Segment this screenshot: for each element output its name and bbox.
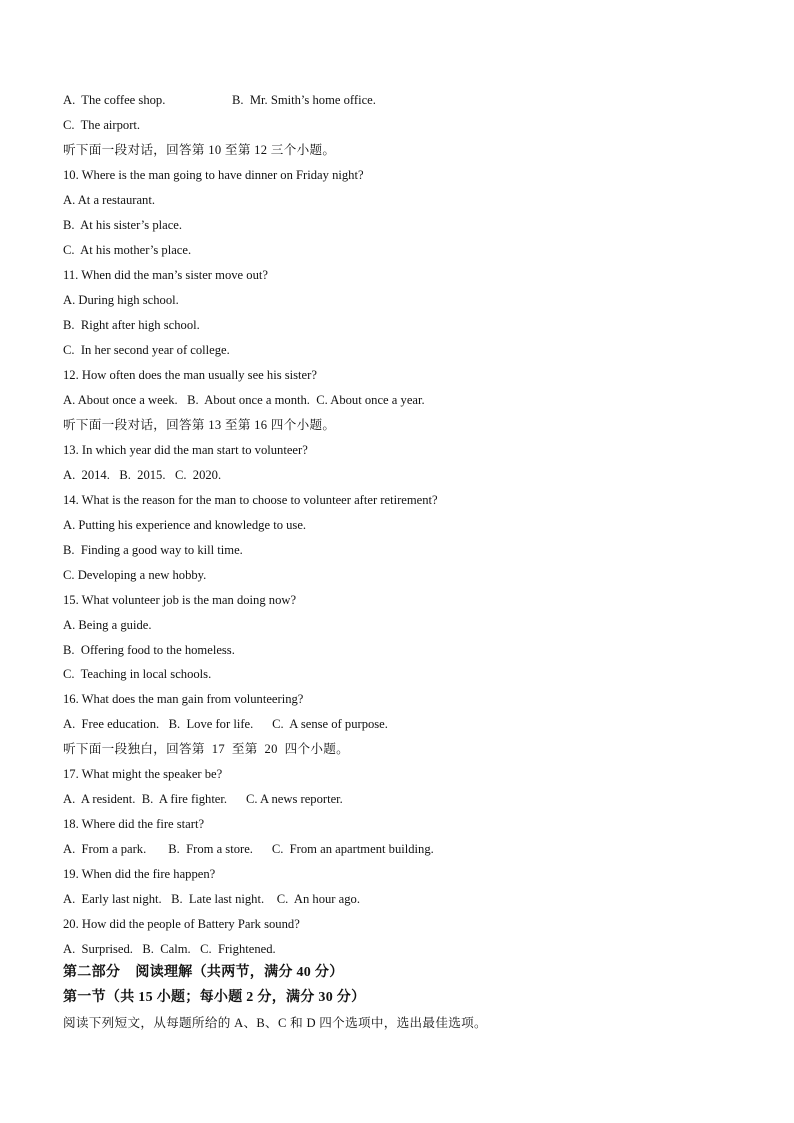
option-text: A. At a restaurant. <box>63 193 155 207</box>
section-heading: 第一节（共 15 小题；每小题 2 分，满分 30 分） <box>63 990 366 1005</box>
option-text: A. Surprised. B. Calm. C. Frightened. <box>63 942 276 956</box>
question-text: 11. When did the man’s sister move out? <box>63 268 268 282</box>
option-text: C. At his mother’s place. <box>63 243 192 257</box>
part-heading: 第二部分 阅读理解（共两节，满分 40 分） <box>63 965 344 980</box>
question-text: 17. What might the speaker be? <box>63 767 223 781</box>
option-text: A. 2014. B. 2015. C. 2020. <box>63 468 222 482</box>
option-text: A. Free education. B. Love for life. C. A sense of purpose. <box>63 717 388 731</box>
question-text: 13. In which year did the man start to volunteer? <box>63 443 308 457</box>
question-text: 19. When did the fire happen? <box>63 867 216 881</box>
question-text: 18. Where did the fire start? <box>63 817 205 831</box>
option-text: A. Early last night. B. Late last night. C. An hour ago. <box>63 892 360 906</box>
question-text: 14. What is the reason for the man to choose to volunteer after retirement? <box>63 493 438 507</box>
question-text: 20. How did the people of Battery Park sound? <box>63 917 300 931</box>
question-text: 10. Where is the man going to have dinner on Friday night? <box>63 168 364 182</box>
option-text: A. From a park. B. From a store. C. From an apartment building. <box>63 842 434 856</box>
question-text: 12. How often does the man usually see his sister? <box>63 368 317 382</box>
option-text: C. The airport. <box>63 118 141 132</box>
option-text: A. During high school. <box>63 293 179 307</box>
reading-instruction: 阅读下列短文，从每题所给的 A、B、C 和 D 四个选项中，选出最佳选项。 <box>63 1016 487 1030</box>
option-text: A. Putting his experience and knowledge to use. <box>63 518 307 532</box>
question-text: 16. What does the man gain from volunteering? <box>63 692 304 706</box>
question-text: 15. What volunteer job is the man doing now? <box>63 593 297 607</box>
option-text: B. Finding a good way to kill time. <box>63 543 243 557</box>
option-text: A. About once a week. B. About once a month. C. About once a year. <box>63 393 425 407</box>
option-text: A. A resident. B. A fire fighter. C. A news reporter. <box>63 792 343 806</box>
option-text: C. Developing a new hobby. <box>63 568 207 582</box>
option-text: B. At his sister’s place. <box>63 218 183 232</box>
option-text: C. Teaching in local schools. <box>63 667 212 681</box>
option-text: A. Being a guide. <box>63 618 152 632</box>
option-text: B. Right after high school. <box>63 318 200 332</box>
option-text: A. The coffee shop. <box>63 93 166 107</box>
option-text: C. In her second year of college. <box>63 343 230 357</box>
section-instruction: 听下面一段独白，回答第 17 至第 20 四个小题。 <box>63 742 350 756</box>
option-text: B. Mr. Smith’s home office. <box>232 93 376 107</box>
section-instruction: 听下面一段对话，回答第 13 至第 16 四个小题。 <box>63 418 336 432</box>
option-text: B. Offering food to the homeless. <box>63 643 235 657</box>
section-instruction: 听下面一段对话，回答第 10 至第 12 三个小题。 <box>63 143 336 157</box>
